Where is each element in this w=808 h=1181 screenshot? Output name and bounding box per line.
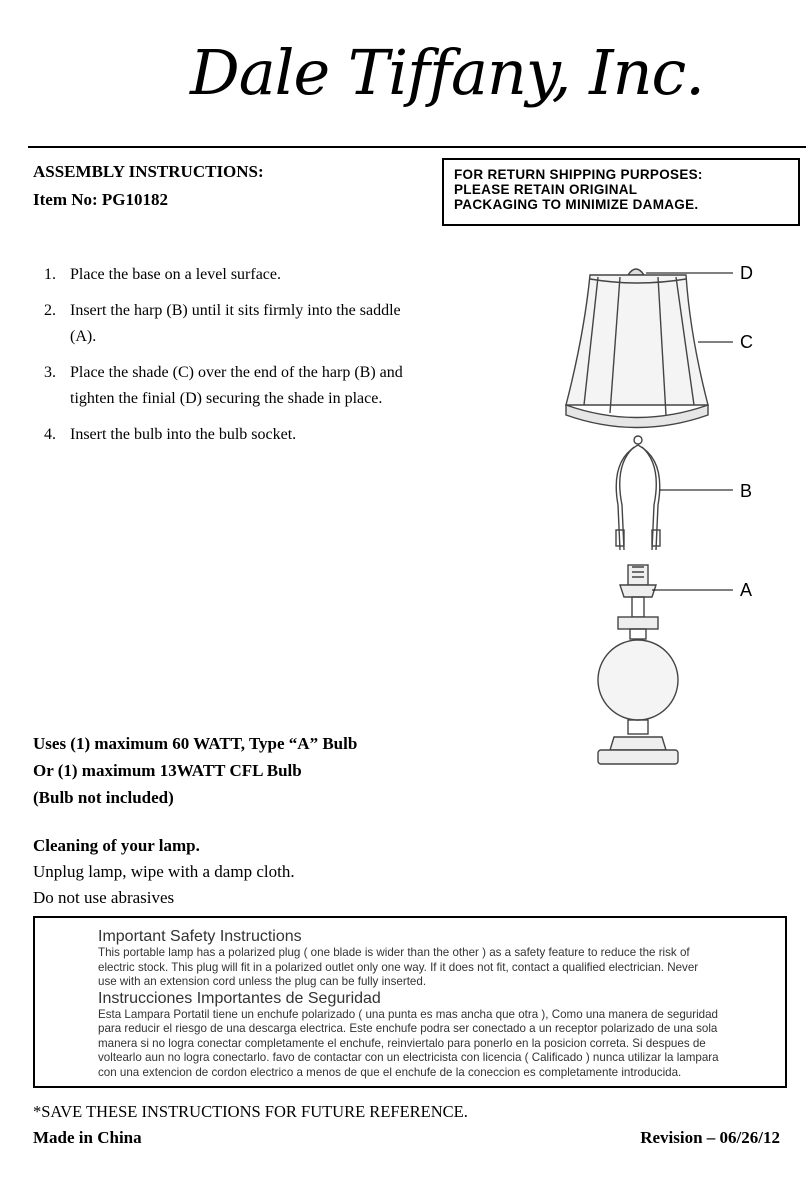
label-a: A <box>740 580 753 600</box>
label-d: D <box>740 263 753 283</box>
safety-line-es: con una extencion de cordon electrico a menos de que el enchufe de la coneccion es completamente introducida. <box>98 1065 682 1079</box>
brand-logo <box>190 28 704 118</box>
step-text: Insert the bulb into the bulb socket. <box>70 426 297 443</box>
safety-title-es: Instrucciones Importantes de Seguridad <box>98 989 381 1007</box>
label-c: C <box>740 332 753 352</box>
step-number: 1. <box>44 266 56 283</box>
step-text: Place the shade (C) over the end of the harp (B) and tighten the finial (D) securing the shade in place. <box>70 364 403 407</box>
step-text: Place the base on a level surface. <box>70 266 282 283</box>
lampshade-icon <box>566 275 708 428</box>
step-number: 4. <box>44 426 56 443</box>
save-instructions-note: *SAVE THESE INSTRUCTIONS FOR FUTURE REFERENCE. <box>33 1102 468 1121</box>
finial-icon <box>628 269 644 275</box>
cleaning-line: Do not use abrasives <box>33 888 175 907</box>
safety-line-es: manera si no logra conectar completamente el enchufe, reinviertalo para ponerlo en la posicion correta. Si despues de <box>98 1036 706 1050</box>
bulb-requirements <box>33 730 357 811</box>
bulb-line: Uses (1) maximum 60 WATT, Type “A” Bulb <box>33 734 358 753</box>
safety-line-es: para reducir el riesgo de una descarga electrica. Este enchufe podra ser conectado a un receptor polarizado de una sola <box>98 1022 718 1035</box>
safety-title-en: Important Safety Instructions <box>98 928 302 945</box>
step-number: 3. <box>44 364 56 381</box>
country-of-origin: Made in China <box>33 1128 142 1147</box>
document-title: ASSEMBLY INSTRUCTIONS: <box>33 162 264 181</box>
lamp-base-icon <box>598 617 678 764</box>
safety-line-en: This portable lamp has a polarized plug ( one blade is wider than the other ) as a safety feature to reduce the risk of <box>98 946 690 959</box>
step-3 <box>40 360 420 412</box>
safety-line-en: use with an extension cord unless the plug can be fully inserted. <box>98 975 427 988</box>
header-divider <box>28 146 806 148</box>
item-number: Item No: PG10182 <box>33 190 169 209</box>
bulb-line: Or (1) maximum 13WATT CFL Bulb <box>33 761 302 780</box>
return-notice-line: FOR RETURN SHIPPING PURPOSES: <box>454 167 703 182</box>
safety-instructions-box <box>33 916 787 1088</box>
label-b: B <box>740 481 753 501</box>
revision-date: Revision – 06/26/12 <box>640 1128 780 1147</box>
cleaning-heading: Cleaning of your lamp. <box>33 836 200 855</box>
step-4 <box>40 422 420 448</box>
lamp-assembly-diagram <box>548 255 808 785</box>
return-notice-line: PACKAGING TO MINIMIZE DAMAGE. <box>454 197 699 212</box>
return-shipping-notice <box>442 158 800 226</box>
socket-saddle-icon <box>620 565 656 617</box>
step-1 <box>40 262 420 288</box>
harp-icon <box>616 436 660 550</box>
logo-text: Dale Tiffany, Inc. <box>190 36 704 109</box>
step-text: Insert the harp (B) until it sits firmly into the saddle (A). <box>70 302 401 345</box>
step-number: 2. <box>44 302 56 319</box>
return-notice-line: PLEASE RETAIN ORIGINAL <box>454 182 638 197</box>
cleaning-line: Unplug lamp, wipe with a damp cloth. <box>33 862 295 881</box>
safety-line-es: Esta Lampara Portatil tiene un enchufe polarizado ( una punta es mas ancha que otra ), Como una manera de seguridad <box>98 1007 719 1021</box>
assembly-steps <box>40 262 420 458</box>
safety-line-en: electric stock. This plug will fit in a polarized outlet only one way. If it does not fit, contact a qualified electrician. Never <box>98 960 699 974</box>
bulb-line: (Bulb not included) <box>33 788 174 807</box>
safety-line-es: voltearlo aun no logra conectarlo. favo de contactar con un electricista con licencia ( Calificado ) nunca utilizar la lampara <box>98 1051 719 1064</box>
step-2 <box>40 298 420 350</box>
